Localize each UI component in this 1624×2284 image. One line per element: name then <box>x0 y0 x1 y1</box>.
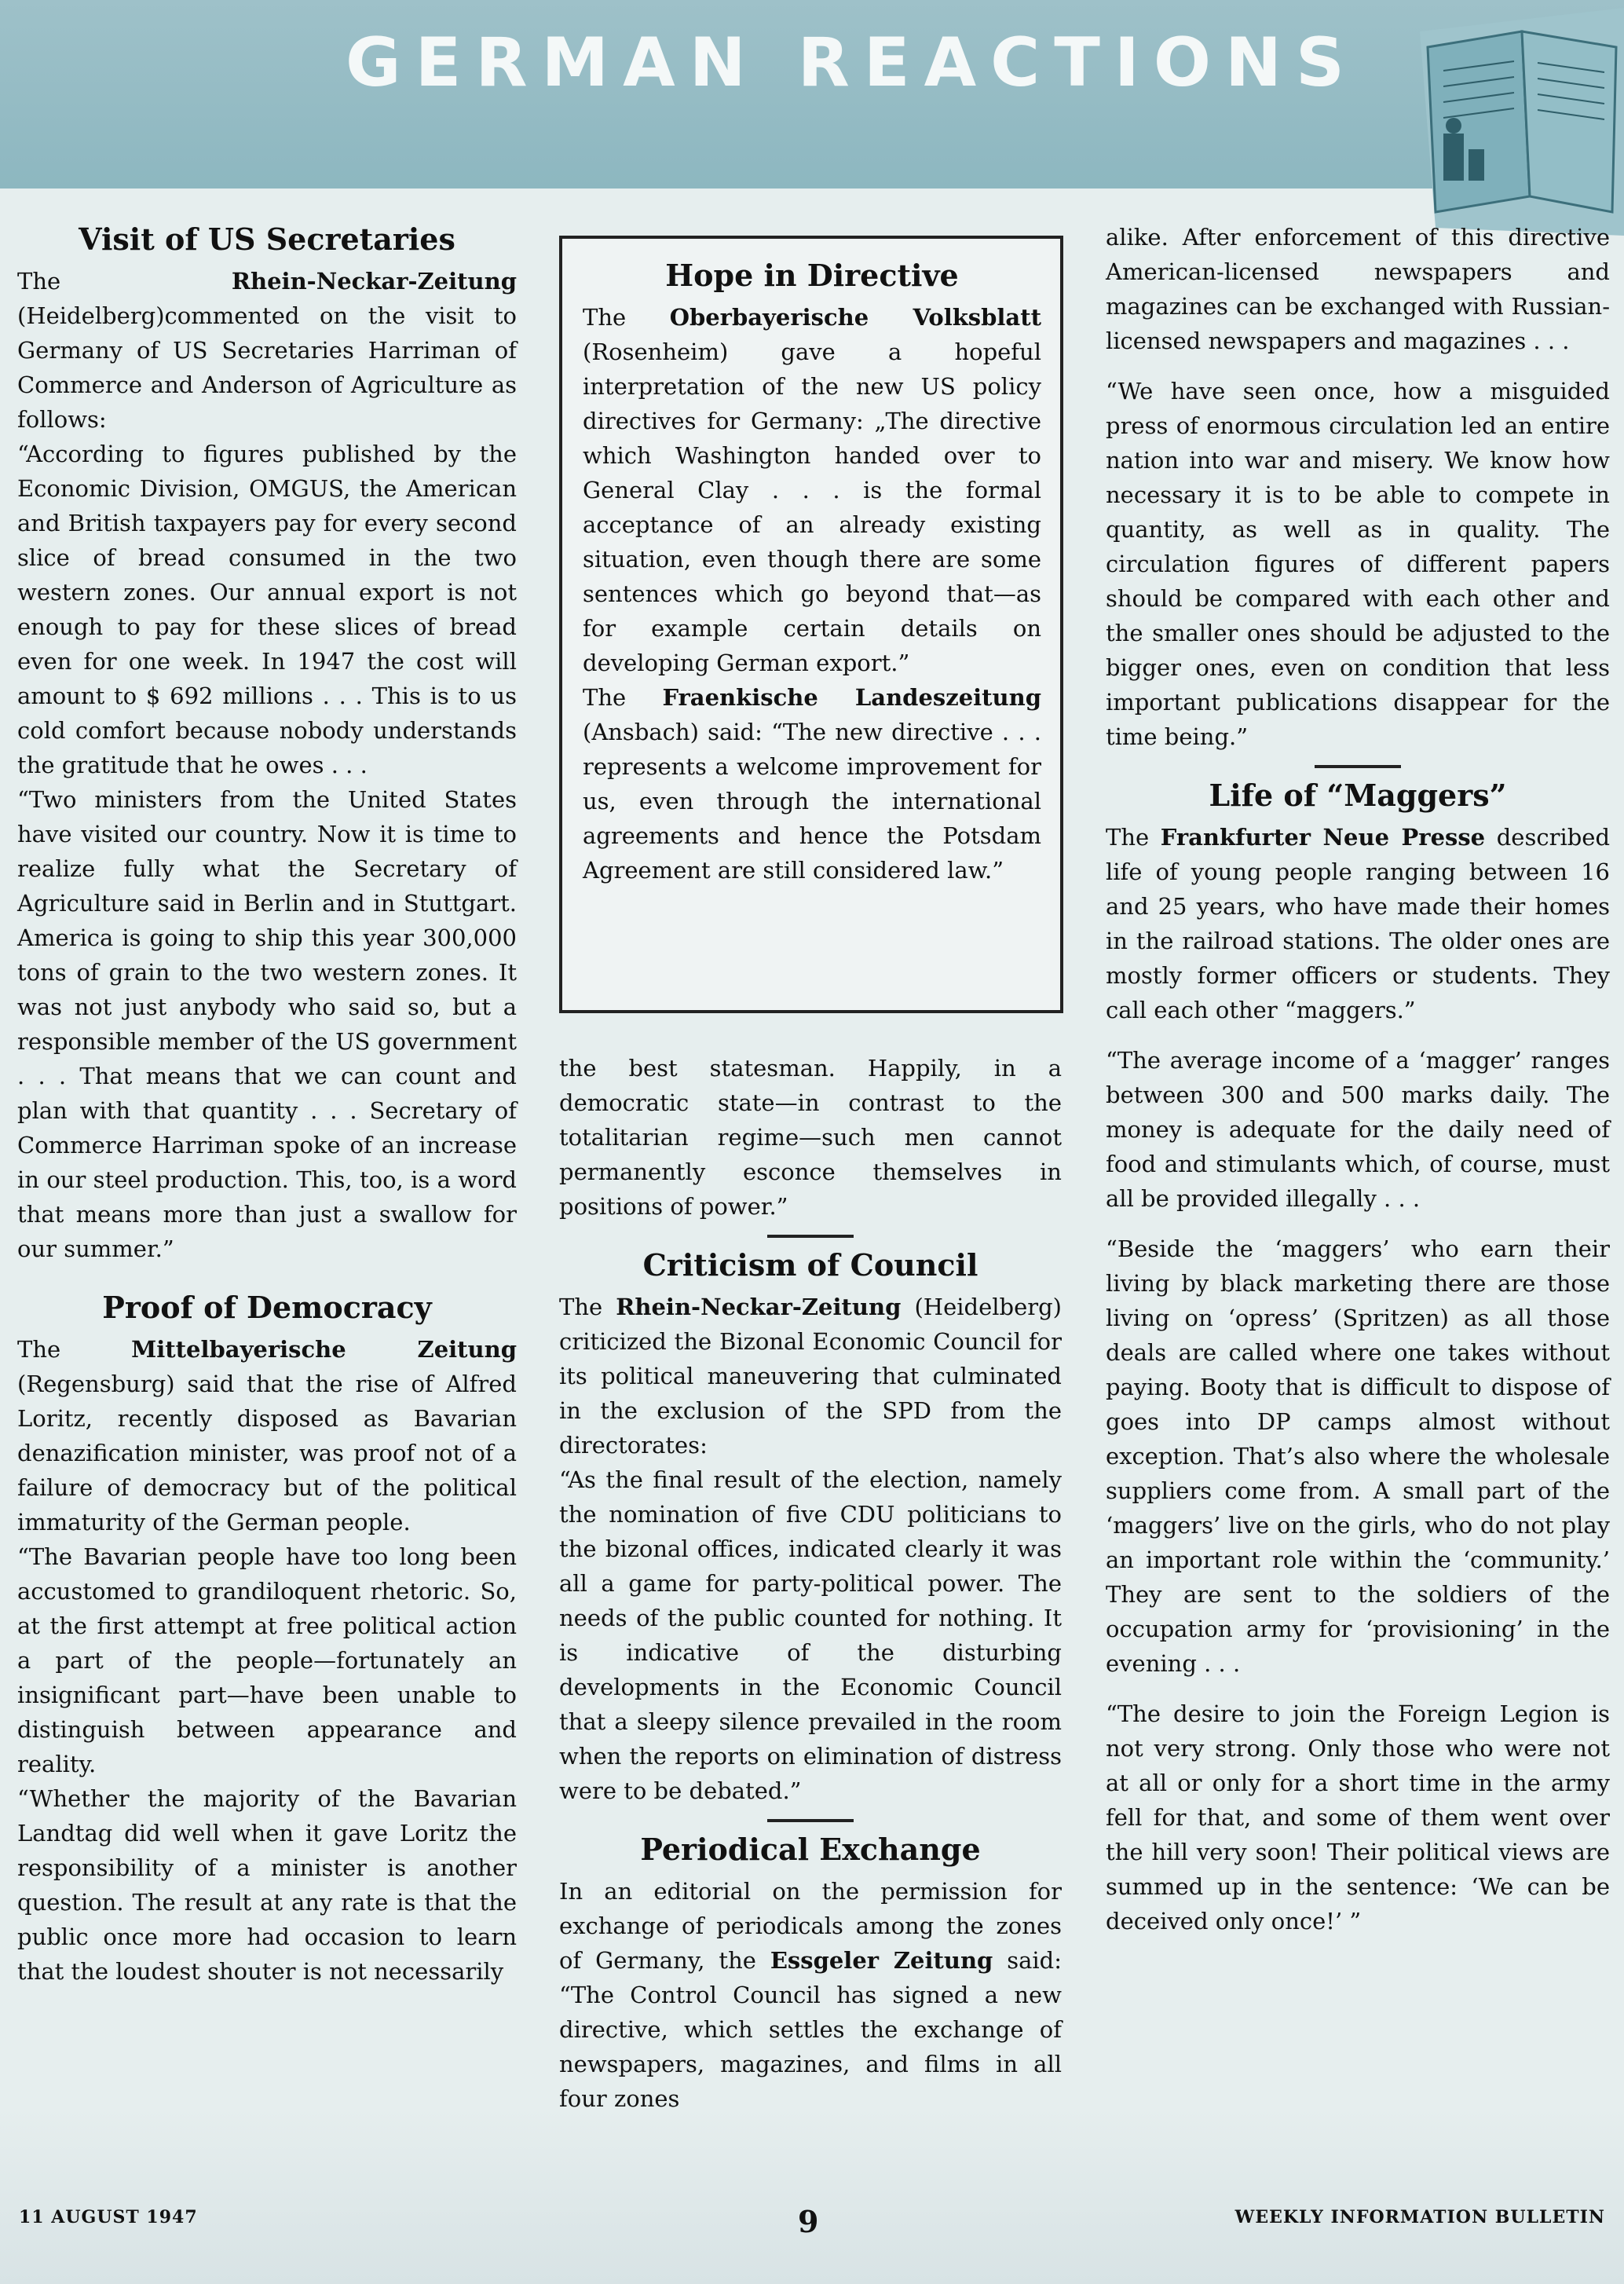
heading-criticism-of-council: Criticism of Council <box>642 1247 978 1283</box>
text: The <box>559 1294 616 1320</box>
publication-name: Mittelbayerische Zeitung <box>131 1336 518 1363</box>
publication-name: Rhein-Neckar-Zeitung <box>616 1294 902 1320</box>
text: said: “The Control Council has signed a new directive, which settles the exchange of newspapers, magazines, and films in all four zones <box>559 1947 1062 2112</box>
paragraph <box>583 680 1041 888</box>
text: (Heidelberg) criticized the Bizonal Economic Council for its political maneuvering that culminated in the exclusion of the SPD from the directorates: <box>559 1294 1062 1459</box>
paragraph: “As the final result of the election, namely the nomination of five CDU politicians to the bizonal offices, indicated clearly it was all a game for party-political power. The needs of the public counted for nothing. It is indicative of the disturbing developments in the Economic Council that a sleepy silence prevailed in the room when the reports on elimination of distress were to be debated.” <box>559 1466 1062 1804</box>
publication-name: Fraenkische Landeszeitung <box>662 684 1041 711</box>
text: described life of young people ranging between 16 and 25 years, who have made their homes in the railroad stations. The older ones are mostly former officers or students. They call each other “maggers.” <box>1106 824 1611 1023</box>
text: The <box>1106 824 1161 851</box>
paragraph <box>1106 820 1610 1027</box>
text: The <box>583 304 670 331</box>
newspaper-illustration <box>1184 0 1624 251</box>
section-title: GERMAN REACTIONS <box>346 24 1359 102</box>
paragraph: “The desire to join the Foreign Legion is not very strong. Only those who were not at all or only for a short time in the army fell for that, and some of them went over the hill very soon! Their political views are summed up in the sentence: ‘We can be deceived only once!’ ” <box>1106 1700 1610 1934</box>
text: (Rosenheim) gave a hopeful interpretation of the new US policy directives for Germany: „The directive which Washington handed over to General Clay . . . is the formal acceptance of an already existing situation, even though there are some sentences which go beyond that—as for example certain details on developing German export.” <box>583 339 1041 676</box>
page-number: 9 <box>798 2204 819 2239</box>
paragraph <box>17 1332 517 1539</box>
publication-name: Essgeler Zeitung <box>770 1947 993 1974</box>
publication-title: WEEKLY INFORMATION BULLETIN <box>1234 2207 1605 2227</box>
paragraph: alike. After enforcement of this directive American-licensed newspapers and magazines can be exchanged with Russian-licensed newspapers and magazines . . . <box>1106 224 1610 354</box>
heading-hope-in-directive: Hope in Directive <box>665 258 959 293</box>
text: The <box>17 1336 132 1363</box>
text: The <box>17 268 232 295</box>
bottom-wash <box>0 2105 1624 2284</box>
heading-life-of-maggers: Life of “Maggers” <box>1209 778 1507 813</box>
divider-rule <box>767 1235 854 1238</box>
paragraph: the best statesman. Happily, in a democratic state—in contrast to the totalitarian regime—such men cannot permanently esconce themselves in positions of power.” <box>559 1055 1062 1220</box>
paragraph: “The Bavarian people have too long been accustomed to grandiloquent rhetoric. So, at the first attempt at free political action a part of the people—fortunately an insignificant part—have been unable to distinguish between appearance and reality. <box>17 1543 517 1777</box>
divider-rule <box>1315 765 1401 768</box>
divider-rule <box>767 1819 854 1822</box>
paragraph <box>559 1290 1062 1462</box>
boxed-article <box>559 236 1063 1013</box>
paragraph <box>583 300 1041 680</box>
paragraph: “Beside the ‘maggers’ who earn their living by black marketing there are those living on ‘opress’ (Spritzen) as all those deals are called where one takes without paying. Booty that is difficult to dispose of goes into DP camps almost without exception. That’s also where the wholesale suppliers come from. A small part of the ‘maggers’ live on the girls, who do not play an important role within the ‘community.’ They are sent to the soldiers of the occupation army for ‘provisioning’ in the evening . . . <box>1106 1235 1610 1677</box>
column-right <box>1106 220 1610 1938</box>
paragraph: “Two ministers from the United States have visited our country. Now it is time to realize fully what the Secretary of Agriculture said in Berlin and in Stuttgart. America is going to ship this year 300,000 tons of grain to the two western zones. It was not just anybody who said so, but a responsible member of the US government . . . That means that we can count and plan with that quantity . . . Secretary of Commerce Harriman spoke of an increase in our steel production. This, too, is a word that means more than just a swallow for our summer.” <box>17 786 517 1262</box>
text: (Regensburg) said that the rise of Alfred Loritz, recently disposed as Bavarian denazification minister, was proof not of a failure of democracy but of the political immaturity of the German people. <box>17 1371 517 1535</box>
publication-name: Rhein-Neckar-Zeitung <box>231 268 517 295</box>
text: (Ansbach) said: “The new directive . . . represents a welcome improvement for us, even through the international agreements and hence the Potsdam Agreement are still considered law.” <box>583 719 1041 884</box>
heading-proof-of-democracy: Proof of Democracy <box>102 1290 432 1325</box>
paragraph <box>559 1874 1062 2116</box>
text: (Heidelberg)commented on the visit to Germany of US Secretaries Harriman of Commerce and Anderson of Agriculture as follows: <box>17 302 517 433</box>
heading-visit-of-us-secretaries: Visit of US Secretaries <box>79 221 455 257</box>
paragraph: “According to figures published by the Economic Division, OMGUS, the American and British taxpayers pay for every second slice of bread consumed in the two western zones. Our annual export is not enough to pay for these slices of bread even for one week. In 1947 the cost will amount to $ 692 millions . . . This is to us cold comfort because nobody understands the gratitude that he owes . . . <box>17 441 517 778</box>
paragraph: “We have seen once, how a misguided press of enormous circulation led an entire nation into war and misery. We know how necessary it is to be able to compete in quantity, as well as in quality. The circulation figures of different papers should be compared with each other and the smaller ones should be adjusted to the bigger ones, even on condition that less important publications disappear for the time being.” <box>1106 378 1610 750</box>
column-left <box>17 220 517 1989</box>
issue-date: 11 AUGUST 1947 <box>19 2207 198 2227</box>
publication-name: Frankfurter Neue Presse <box>1160 824 1486 851</box>
text: The <box>583 684 663 711</box>
publication-name: Oberbayerische Volksblatt <box>669 304 1042 331</box>
heading-periodical-exchange: Periodical Exchange <box>640 1832 981 1867</box>
paragraph: “The average income of a ‘magger’ ranges between 300 and 500 marks daily. The money is adequate for the daily need of food and stimulants which, of course, must all be provided illegally . . . <box>1106 1047 1610 1212</box>
text: In an editorial on the permission for exchange of periodicals among the zones of Germany, the <box>559 1878 1062 1974</box>
paragraph <box>17 264 517 437</box>
paragraph: “Whether the majority of the Bavarian Landtag did well when it gave Loritz the responsibility of a minister is another question. The result at any rate is that the public once more had occasion to learn that the loudest shouter is not necessarily <box>17 1785 517 1985</box>
column-middle <box>559 1051 1062 2116</box>
